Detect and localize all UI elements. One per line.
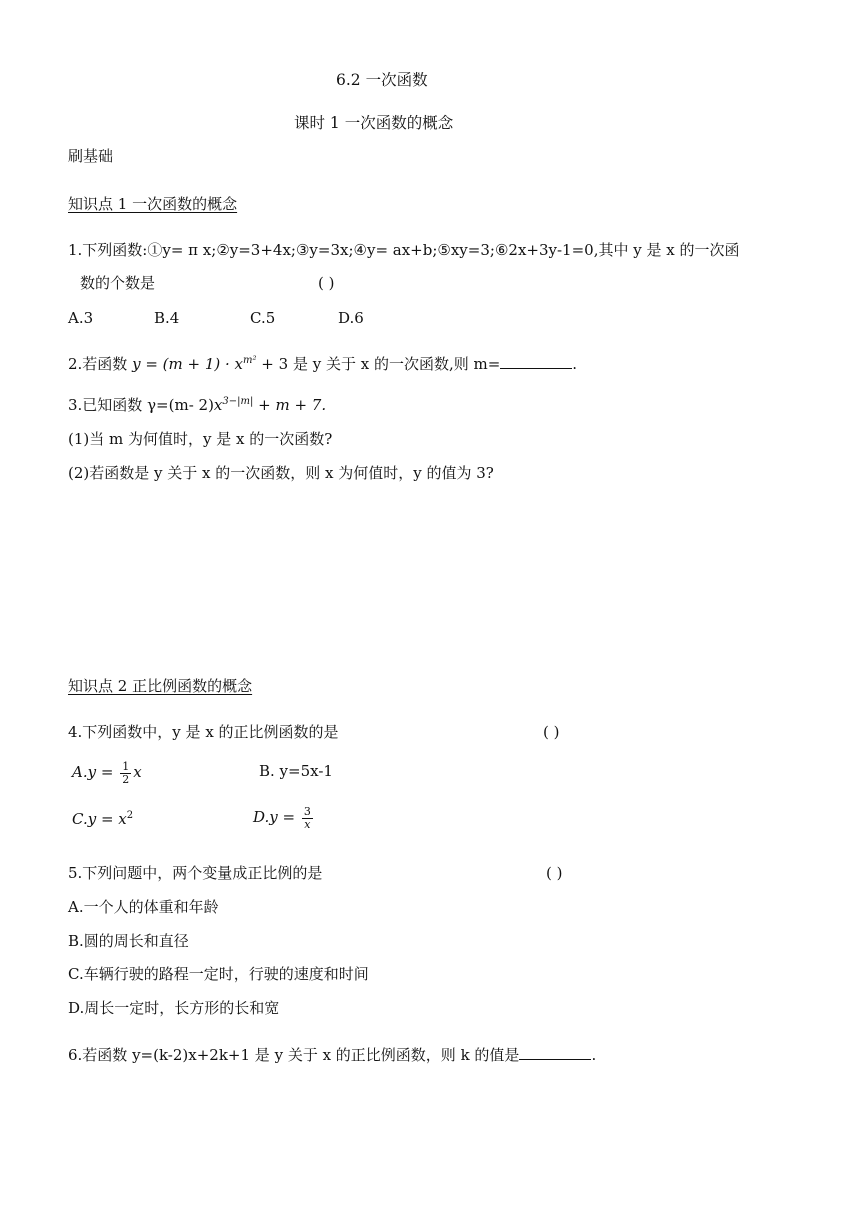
q2-suffix: 是 y 关于 x 的一次函数,则 m= bbox=[292, 355, 501, 373]
page-title: 6.2 一次函数 bbox=[336, 71, 428, 89]
q4-option-a-num: 1 bbox=[122, 760, 130, 773]
kp2-heading: 知识点 2 正比例函数的概念 bbox=[68, 677, 253, 695]
q6-answer-blank[interactable] bbox=[519, 1045, 591, 1060]
q2-formula bbox=[132, 355, 288, 373]
q4-option-d-num: 3 bbox=[303, 805, 311, 818]
q3-part2: (2)若函数是 y 关于 x 的一次函数，则 x 为何值时，y 的值为 3? bbox=[68, 464, 494, 482]
q4-option-a bbox=[72, 761, 142, 785]
q2-prefix: 2.若函数 bbox=[68, 355, 128, 373]
q2-line bbox=[68, 354, 577, 373]
q5-answer-paren: ( ) bbox=[546, 864, 563, 882]
q2-formula-exp: m² bbox=[243, 355, 257, 366]
q5-option-d: D.周长一定时，长方形的长和宽 bbox=[68, 999, 280, 1017]
q3-stem bbox=[68, 396, 326, 414]
q6-end: . bbox=[591, 1046, 597, 1064]
q2-answer-blank[interactable] bbox=[500, 354, 572, 369]
q6-stem: 6.若函数 y=(k-2)x+2k+1 是 y 关于 x 的正比例函数，则 k 的值是 bbox=[68, 1046, 520, 1064]
q4-answer-paren: ( ) bbox=[543, 723, 560, 741]
q1-stem-line2: 数的个数是 bbox=[80, 274, 156, 292]
q4-option-a-var: x bbox=[133, 763, 142, 782]
q4-option-d bbox=[253, 806, 315, 830]
q1-stem-line1: 1.下列函数:①y= π x;②y=3+4x;③y=3x;④y= ax+b;⑤xy=3;⑥2x+3y-1=0,其中 y 是 x 的一次函 bbox=[68, 241, 740, 259]
q4-option-c bbox=[72, 810, 133, 828]
q1-option-d: D.6 bbox=[338, 309, 364, 327]
q4-option-d-den: x bbox=[304, 817, 311, 831]
kp1-heading: 知识点 1 一次函数的概念 bbox=[68, 195, 238, 213]
q2-formula-tail: + 3 bbox=[256, 355, 289, 373]
q1-option-b: B.4 bbox=[154, 309, 180, 327]
q5-option-c: C.车辆行驶的路程一定时，行驶的速度和时间 bbox=[68, 965, 369, 983]
q2-end: . bbox=[572, 355, 578, 373]
q2-formula-main: y = (m + 1) · x bbox=[132, 355, 244, 373]
q3-part1: (1)当 m 为何值时，y 是 x 的一次函数? bbox=[68, 430, 333, 448]
q5-stem: 5.下列问题中，两个变量成正比例的是 bbox=[68, 864, 323, 882]
q3-base: x bbox=[213, 396, 223, 414]
q1-answer-paren: ( ) bbox=[318, 274, 335, 292]
q4-option-b: B. y=5x-1 bbox=[259, 762, 333, 780]
section-label: 刷基础 bbox=[68, 147, 114, 165]
q1-option-c: C.5 bbox=[250, 309, 276, 327]
lesson-subtitle: 课时 1 一次函数的概念 bbox=[294, 114, 454, 132]
q3-exp: 3−|m| bbox=[222, 396, 254, 407]
q3-tail: + m + 7. bbox=[253, 396, 327, 414]
q4-option-a-fraction bbox=[120, 761, 131, 785]
q4-option-c-exp: 2 bbox=[126, 810, 134, 821]
q5-option-b: B.圆的周长和直径 bbox=[68, 932, 189, 950]
q4-option-a-prefix: A.y = bbox=[72, 763, 119, 782]
q4-option-d-fraction bbox=[302, 806, 313, 830]
q4-option-c-prefix: C.y = x bbox=[72, 810, 127, 828]
q4-option-d-prefix: D.y = bbox=[253, 808, 300, 827]
q1-option-a: A.3 bbox=[68, 309, 94, 327]
q5-option-a: A.一个人的体重和年龄 bbox=[68, 898, 219, 916]
q4-stem: 4.下列函数中，y 是 x 的正比例函数的是 bbox=[68, 723, 339, 741]
q3-prefix: 3.已知函数 γ=(m- 2) bbox=[68, 396, 214, 414]
q6-line bbox=[68, 1045, 596, 1064]
q4-option-a-den: 2 bbox=[122, 772, 130, 786]
